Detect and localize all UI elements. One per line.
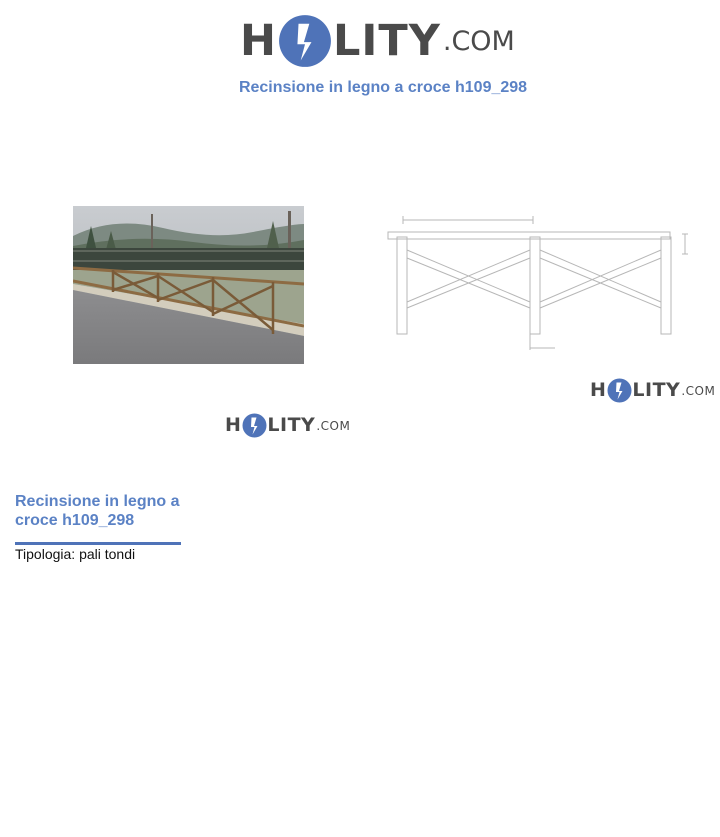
logo-text-left: H — [240, 15, 277, 66]
page-title: Recinsione in legno a croce h109_298 — [238, 79, 528, 96]
fence-photo — [73, 206, 304, 364]
logo-suffix: .COM — [316, 418, 351, 433]
product-name: Recinsione in legno a croce h109_298 — [15, 493, 180, 529]
logo-text-left: H — [225, 414, 242, 436]
holity-logo[interactable] — [240, 14, 515, 68]
logo-text-right: LITY — [632, 379, 681, 401]
fence-technical-drawing — [385, 210, 695, 360]
holity-logo-small — [225, 413, 350, 438]
holity-logo-small — [590, 378, 715, 403]
logo-text-right: LITY — [267, 414, 316, 436]
logo-o-mark-icon — [278, 14, 332, 68]
logo-text-left: H — [590, 379, 607, 401]
logo-o-mark-icon — [607, 378, 632, 403]
logo-suffix: .COM — [681, 383, 716, 398]
product-spec: Tipologia: pali tondi — [15, 546, 136, 562]
logo-o-mark-icon — [242, 413, 267, 438]
section-divider — [15, 542, 181, 545]
logo-suffix: .COM — [442, 25, 515, 57]
logo-text-right: LITY — [333, 15, 441, 66]
